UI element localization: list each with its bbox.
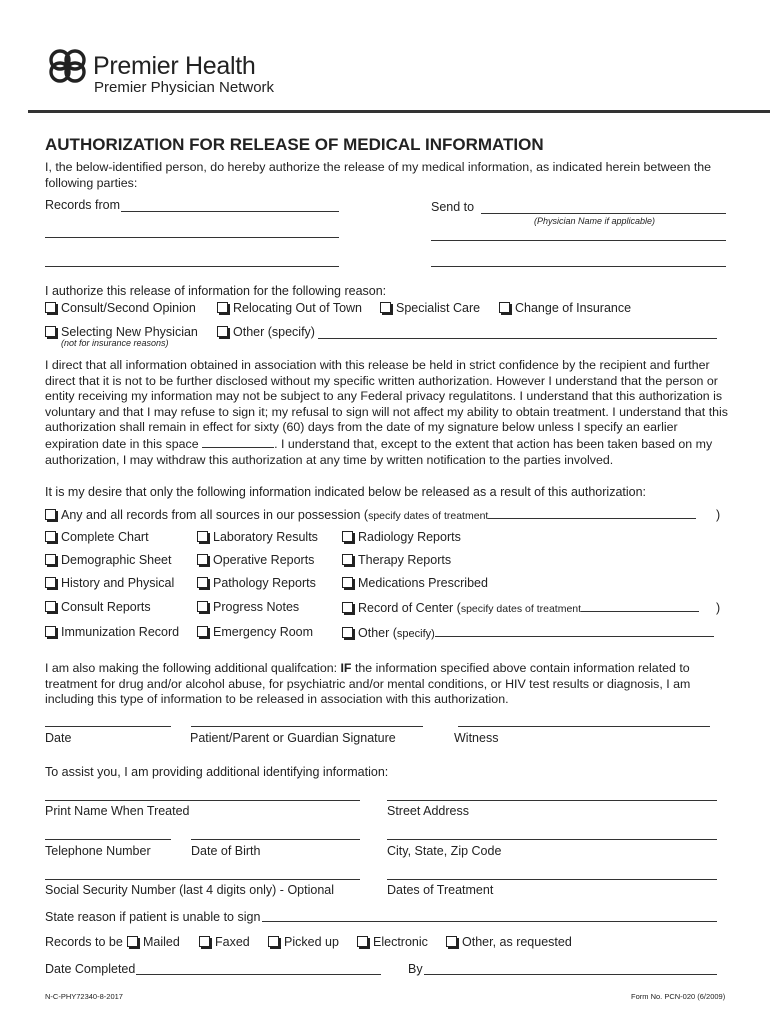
checkbox-icon[interactable]: [197, 531, 208, 542]
city-field[interactable]: [387, 839, 717, 840]
reason-option-new-physician[interactable]: Selecting New Physician: [45, 325, 198, 339]
ssn-label: Social Security Number (last 4 digits only) - Optional: [45, 883, 335, 897]
delivery-label: Records to be: [45, 935, 123, 949]
info-progress[interactable]: Progress Notes: [197, 600, 299, 614]
checkbox-icon[interactable]: [45, 554, 56, 565]
info-medications[interactable]: Medications Prescribed: [342, 576, 488, 590]
checkbox-icon[interactable]: [217, 326, 228, 337]
checkbox-icon[interactable]: [342, 531, 353, 542]
date-sign-field[interactable]: [45, 726, 171, 727]
ssn-field[interactable]: [45, 879, 360, 880]
dob-field[interactable]: [191, 839, 360, 840]
info-record-center[interactable]: Record of Center (specify dates of treatment: [342, 600, 699, 615]
checkbox-icon[interactable]: [342, 577, 353, 588]
reason-option-insurance[interactable]: Change of Insurance: [499, 301, 631, 315]
witness-field[interactable]: [458, 726, 710, 727]
date-completed-label: Date Completed: [45, 962, 136, 976]
info-history[interactable]: History and Physical: [45, 576, 174, 590]
city-label: City, State, Zip Code: [387, 844, 502, 858]
all-records-dates-field[interactable]: [488, 507, 696, 519]
info-pathology[interactable]: Pathology Reports: [197, 576, 316, 590]
info-complete-chart[interactable]: Complete Chart: [45, 530, 149, 544]
records-from-field-2[interactable]: [45, 237, 339, 238]
checkbox-icon[interactable]: [197, 626, 208, 637]
physician-name-hint: (Physician Name if applicable): [534, 216, 656, 226]
state-reason-label: State reason if patient is unable to sign: [45, 910, 261, 924]
phone-label: Telephone Number: [45, 844, 151, 858]
delivery-mailed[interactable]: Mailed: [127, 935, 180, 949]
org-name: Premier Health: [93, 52, 256, 80]
patient-sig-label: Patient/Parent or Guardian Signature: [190, 731, 396, 745]
form-number: Form No. PCN-020 (6/2009): [631, 992, 726, 1001]
print-name-label: Print Name When Treated: [45, 804, 190, 818]
header-divider: [28, 110, 770, 113]
checkbox-icon[interactable]: [45, 302, 56, 313]
checkbox-icon[interactable]: [268, 936, 279, 947]
info-other[interactable]: Other (specify): [342, 625, 714, 640]
records-from-label: Records from: [45, 198, 121, 212]
info-other-field[interactable]: [435, 625, 714, 637]
info-prompt: It is my desire that only the following information indicated below be released as a result of this authorization:: [45, 485, 647, 499]
record-center-dates-field[interactable]: [581, 600, 699, 612]
send-to-field-2[interactable]: [431, 240, 726, 241]
print-name-field[interactable]: [45, 800, 360, 801]
reason-note: (not for insurance reasons): [61, 338, 169, 348]
qualification-text: I am also making the following additional qualifcation: IF the information specified above contain information related to treatment for drug and/or alcohol abuse, for psychiatric and/or mental conditions, or HIV test results or diagnosis, I am including this type of information to be released in association with this authorization.: [45, 661, 691, 707]
checkbox-icon[interactable]: [45, 577, 56, 588]
checkbox-icon[interactable]: [45, 626, 56, 637]
delivery-other[interactable]: Other, as requested: [446, 935, 572, 949]
reason-option-specialist[interactable]: Specialist Care: [380, 301, 480, 315]
info-radiology[interactable]: Radiology Reports: [342, 530, 461, 544]
delivery-electronic[interactable]: Electronic: [357, 935, 428, 949]
checkbox-icon[interactable]: [342, 627, 353, 638]
checkbox-icon[interactable]: [197, 601, 208, 612]
date-completed-field[interactable]: [136, 974, 381, 975]
info-laboratory[interactable]: Laboratory Results: [197, 530, 318, 544]
patient-sig-field[interactable]: [191, 726, 423, 727]
street-label: Street Address: [387, 804, 469, 818]
by-field[interactable]: [424, 974, 717, 975]
checkbox-icon[interactable]: [342, 554, 353, 565]
checkbox-icon[interactable]: [342, 602, 353, 613]
info-operative[interactable]: Operative Reports: [197, 553, 314, 567]
checkbox-icon[interactable]: [357, 936, 368, 947]
intro-text: I, the below-identified person, do hereby authorize the release of my medical information, as indicated herein between the following parties:: [45, 160, 712, 190]
info-all-records[interactable]: Any and all records from all sources in our possession (specify dates of treatment: [45, 507, 696, 522]
delivery-picked-up[interactable]: Picked up: [268, 935, 339, 949]
info-consult[interactable]: Consult Reports: [45, 600, 151, 614]
by-label: By: [408, 962, 423, 976]
checkbox-icon[interactable]: [199, 936, 210, 947]
send-to-field-3[interactable]: [431, 266, 726, 267]
street-field[interactable]: [387, 800, 717, 801]
checkbox-icon[interactable]: [197, 554, 208, 565]
checkbox-icon[interactable]: [127, 936, 138, 947]
logo: [45, 44, 93, 86]
info-record-center-close: ): [716, 601, 721, 615]
info-all-records-close: ): [716, 508, 721, 522]
checkbox-icon[interactable]: [197, 577, 208, 588]
reason-option-relocating[interactable]: Relocating Out of Town: [217, 301, 362, 315]
reason-prompt: I authorize this release of information for the following reason:: [45, 284, 387, 298]
state-reason-field[interactable]: [262, 921, 717, 922]
reason-option-other[interactable]: Other (specify): [217, 325, 315, 339]
send-to-field-1[interactable]: [481, 213, 726, 214]
dates-treatment-label: Dates of Treatment: [387, 883, 494, 897]
records-from-field-3[interactable]: [45, 266, 339, 267]
checkbox-icon[interactable]: [499, 302, 510, 313]
checkbox-icon[interactable]: [45, 509, 56, 520]
checkbox-icon[interactable]: [45, 601, 56, 612]
checkbox-icon[interactable]: [217, 302, 228, 313]
identifying-prompt: To assist you, I am providing additional identifying information:: [45, 765, 389, 779]
date-sign-label: Date: [45, 731, 72, 745]
info-therapy[interactable]: Therapy Reports: [342, 553, 451, 567]
send-to-label: Send to: [431, 200, 475, 214]
expiration-date-field[interactable]: [202, 436, 274, 448]
dob-label: Date of Birth: [191, 844, 261, 858]
dates-treatment-field[interactable]: [387, 879, 717, 880]
checkbox-icon[interactable]: [45, 326, 56, 337]
info-demographic[interactable]: Demographic Sheet: [45, 553, 171, 567]
info-emergency[interactable]: Emergency Room: [197, 625, 313, 639]
info-immunization[interactable]: Immunization Record: [45, 625, 179, 639]
checkbox-icon[interactable]: [380, 302, 391, 313]
checkbox-icon[interactable]: [45, 531, 56, 542]
phone-field[interactable]: [45, 839, 171, 840]
footer-code: N-C-PHY72340-8-2017: [45, 992, 123, 1001]
delivery-faxed[interactable]: Faxed: [199, 935, 250, 949]
network-name: Premier Physician Network: [94, 79, 275, 96]
checkbox-icon[interactable]: [446, 936, 457, 947]
witness-label: Witness: [454, 731, 499, 745]
form-title: AUTHORIZATION FOR RELEASE OF MEDICAL INFORMATION: [45, 135, 544, 154]
records-from-field-1[interactable]: [121, 211, 339, 212]
premier-health-logo-icon: [45, 44, 91, 88]
reason-option-consult[interactable]: Consult/Second Opinion: [45, 301, 196, 315]
confidentiality-text: I direct that all information obtained in association with this release be held in strict confidence by the recipient and further direct that it is not to be further disclosed without my specific written authorization. However I understand that the person or entity receiving my information may not be subject to any Federal privacy regulatitons. I understand that this authorization is voluntary and that I may refuse to sign it; my refusal to sign will not affect my ability to obtain treatment. I understand that this authorization shall remain in effect for sixty (60) days from the date of my signature below unless I specify an earlier expiration date in this space . I understand that, except to the extent that action has been taken based on my authorization, I may withdraw this authorization at any time by written notification to the parties involved.: [45, 358, 728, 467]
reason-other-field[interactable]: [318, 338, 717, 339]
